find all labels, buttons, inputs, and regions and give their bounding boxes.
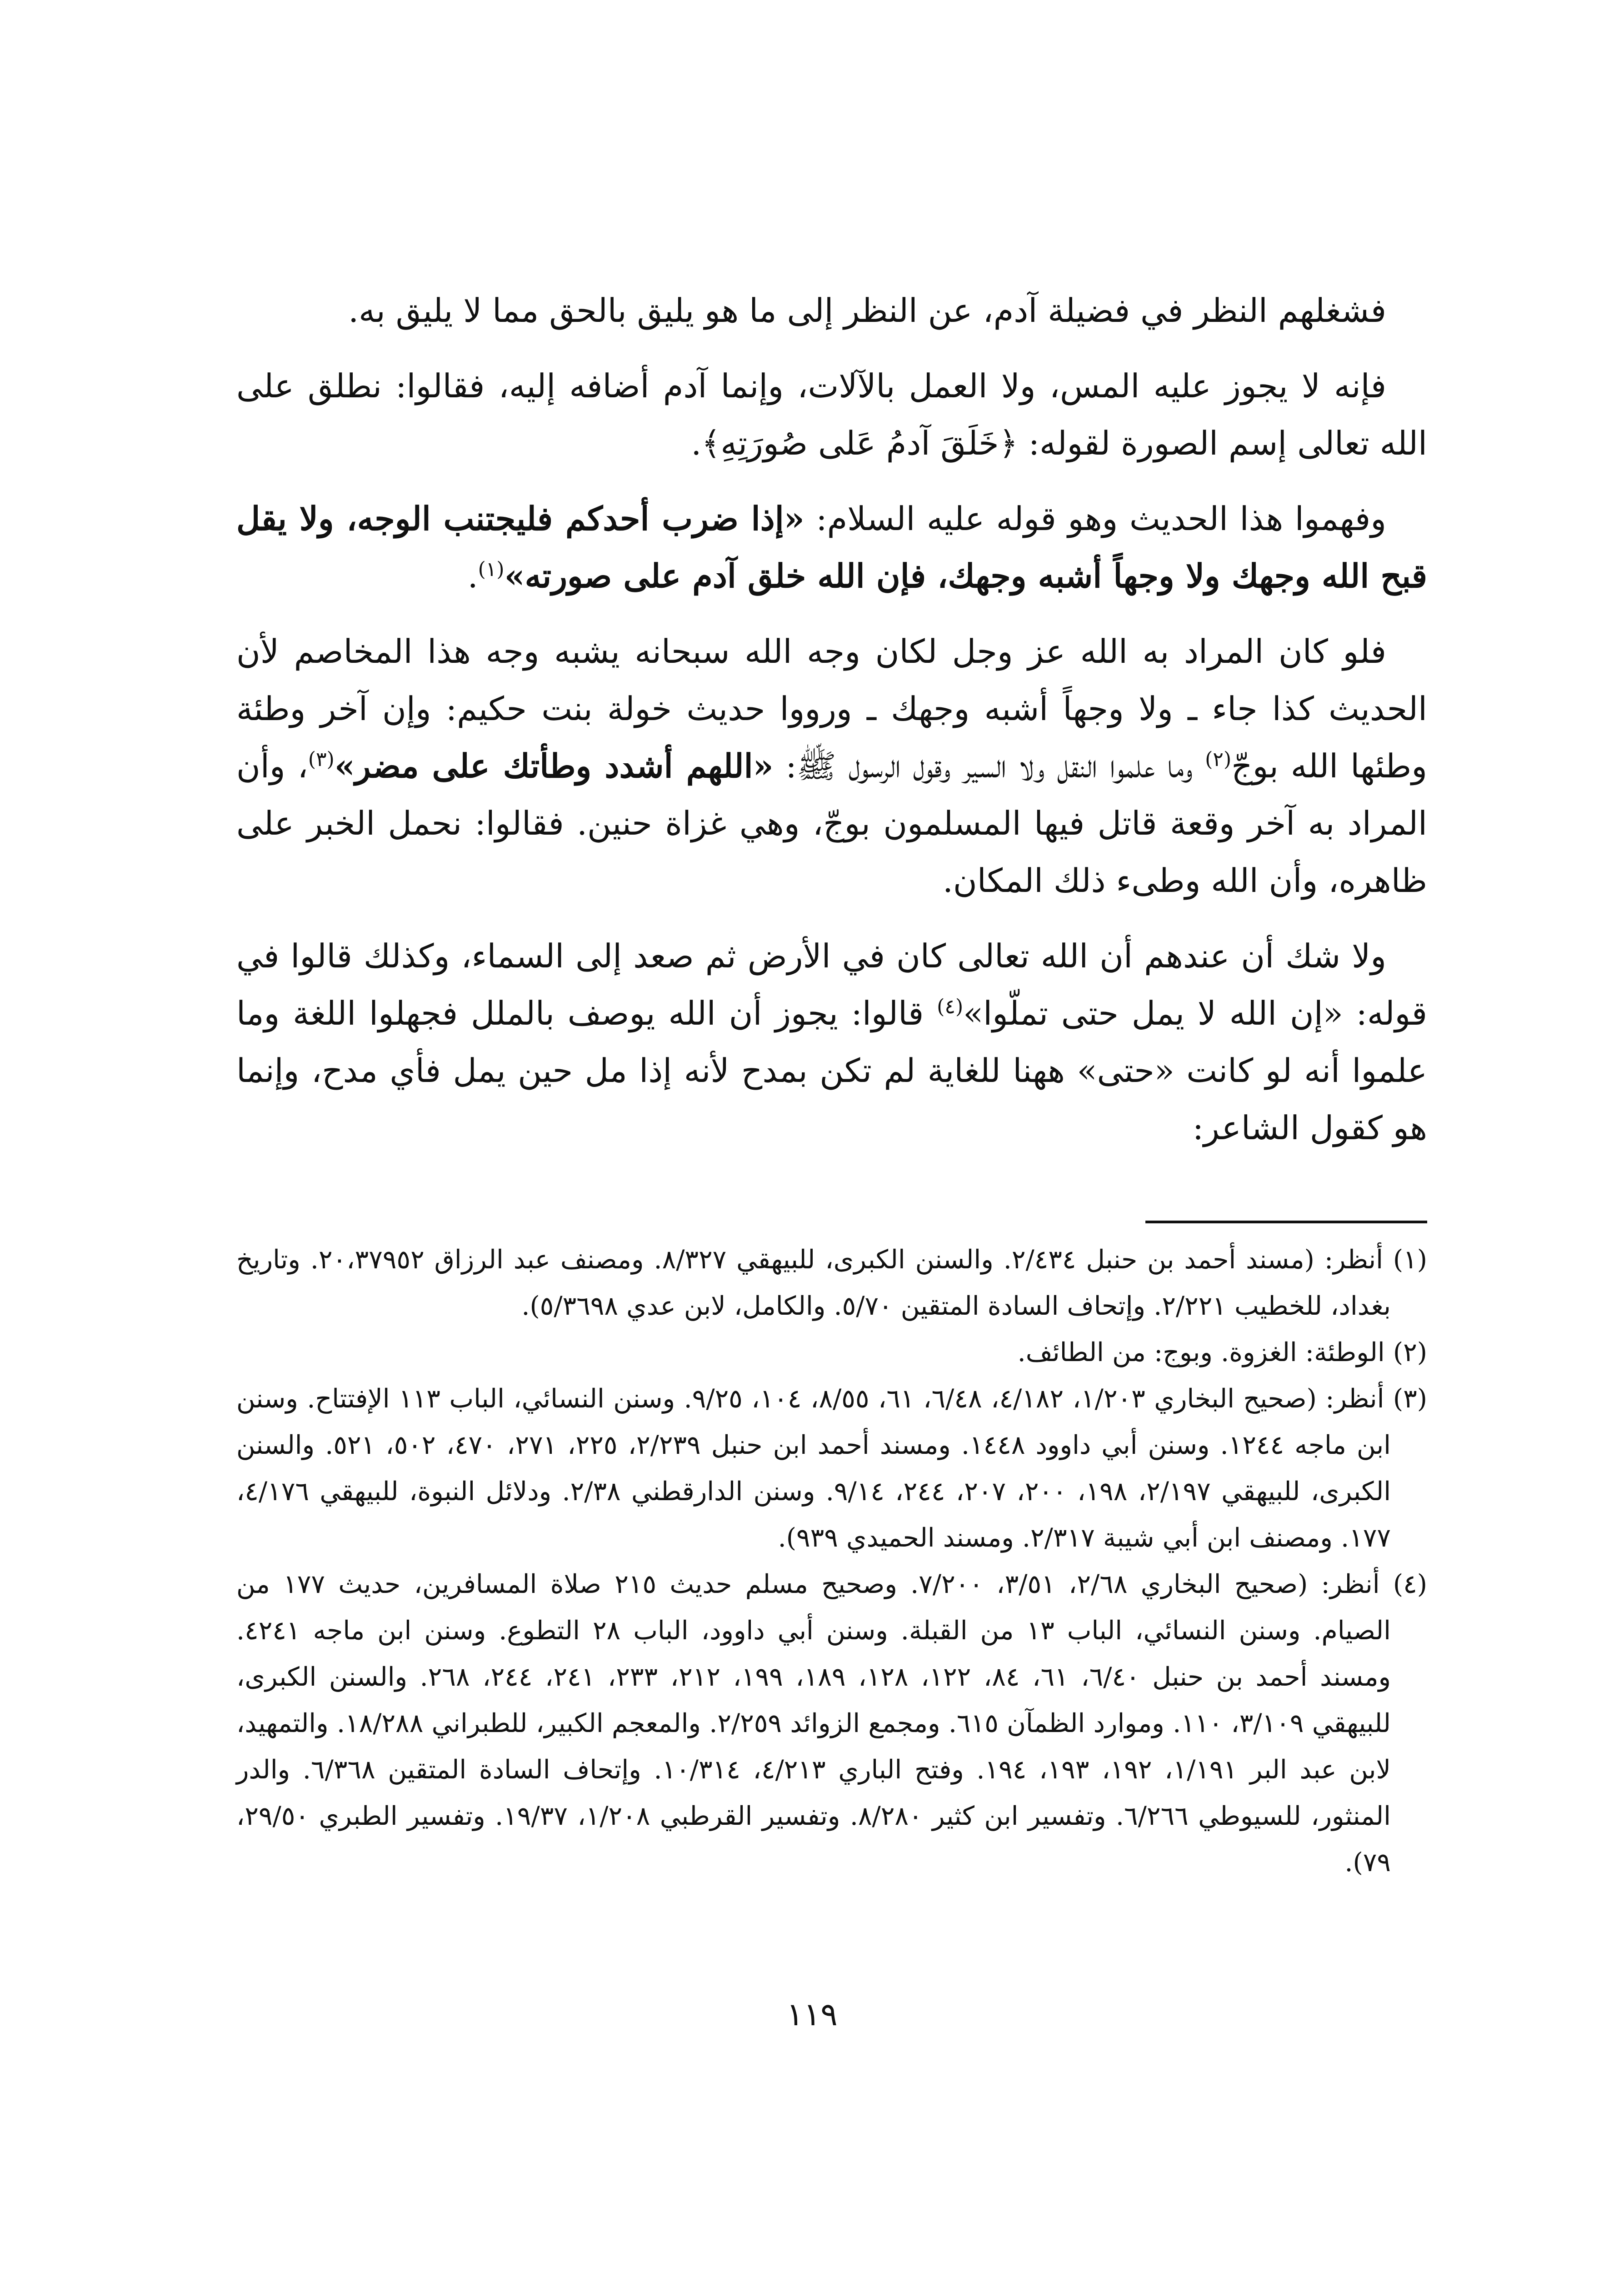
page-number: ١١٩ <box>786 1996 838 2033</box>
footnote-3: (٣) أنظر: (صحيح البخاري ١/٢٠٣، ٤/١٨٢، ٦/٤٨، ٦١، ٨/٥٥، ١٠٤، ٩/٢٥. وسنن النسائي، الباب ١١٣ الإفتتاح. وسنن ابن ماجه ١٢٤٤. وسنن أبي داوود ١٤٤٨. ومسند أحمد ابن حنبل ٢/٢٣٩، ٢٢٥، ٢٧١، ٤٧٠، ٥٠٢، ٥٢١. والسنن الكبرى، للبيهقي ٢/١٩٧، ١٩٨، ٢٠٠، ٢٠٧، ٢٤٤، ٩/١٤. وسنن الدارقطني ٢/٣٨. ودلائل النبوة، للبيهقي ٤/١٧٦، ١٧٧. ومصنف ابن أبي شيبة ٢/٣١٧. ومسند الحميدي ٩٣٩). <box>236 1384 1428 1553</box>
paragraph-1 <box>236 282 1427 339</box>
footnote-ref: (٣) <box>308 748 335 771</box>
paragraph-2 <box>236 357 1427 472</box>
footnote-ref: (١) <box>478 558 505 581</box>
hadith-quote: «إذا ضرب أحدكم فليجتنب الوجه، ولا يقل قبح الله وجهك ولا وجهاً أشبه وجهك، فإن الله خلق آدم على صورته» <box>236 499 1427 595</box>
paragraph-text: قالوا: يجوز أن الله يوصف بالملل فجهلوا اللغة وما علموا أنه لو كانت «حتى» ههنا للغاية لم تكن بمدح لأنه إذا مل حين يمل فأي مدح، وإنما هو كقول الشاعر: <box>236 994 1427 1147</box>
paragraph-text: فلو كان المراد به الله عز وجل لكان وجه الله سبحانه يشبه وجه هذا المخاصم لأن الحديث كذا جاء ـ ولا وجهاً أشبه وجهك ـ ورووا حديث خولة بنت حكيم: وإن آخر وطئة وطئها الله بوجّ <box>236 632 1427 785</box>
paragraph-5 <box>236 927 1427 1157</box>
paragraph-text: فشغلهم النظر في فضيلة آدم، عن النظر إلى ما هو يليق بالحق مما لا يليق به. <box>348 291 1386 330</box>
paragraph-3 <box>236 490 1427 605</box>
footnote-ref: (٢) <box>1205 748 1232 771</box>
paragraph-text: وما علموا النقل ولا السير وقول الرسول ﷺ: <box>773 747 1205 785</box>
paragraph-text: . <box>467 557 478 595</box>
paragraph-text: ، وأن المراد به آخر وقعة قاتل فيها المسلمون بوجّ، وهي غزاة حنين. فقالوا: نحمل الخبر على ظاهره، وأن الله وطىء ذلك المكان. <box>236 747 1427 900</box>
footnote-divider <box>1145 1221 1427 1223</box>
paragraph-text: فإنه لا يجوز عليه المس، ولا العمل بالآلات، وإنما آدم أضافه إليه، فقالوا: نطلق على الله تعالى إسم الصورة لقوله: ﴿خَلَقَ آدمُ عَلى صُورَتِهِ﴾. <box>236 367 1427 462</box>
paragraph-text: ولا شك أن عندهم أن الله تعالى كان في الأرض ثم صعد إلى السماء، وكذلك قالوا في قوله: «إن الله لا يمل حتى تملّوا» <box>236 937 1427 1032</box>
footnote-4: (٤) أنظر: (صحيح البخاري ٢/٦٨، ٣/٥١، ٧/٢٠٠. وصحيح مسلم حديث ٢١٥ صلاة المسافرين، حديث ١٧٧ من الصيام. وسنن النسائي، الباب ١٣ من القبلة. وسنن أبي داوود، الباب ٢٨ التطوع. وسنن ابن ماجه ٤٢٤١. ومسند أحمد بن حنبل ٦/٤٠، ٦١، ٨٤، ١٢٢، ١٢٨، ١٨٩، ١٩٩، ٢١٢، ٢٣٣، ٢٤١، ٢٤٤، ٢٦٨. والسنن الكبرى، للبيهقي ٣/١٠٩، ١١٠. وموارد الظمآن ٦١٥. ومجمع الزوائد ٢/٢٥٩. والمعجم الكبير، للطبراني ١٨/٢٨٨. والتمهيد، لابن عبد البر ١/١٩١، ١٩٢، ١٩٣، ١٩٤. وفتح الباري ٤/٢١٣، ١٠/٣١٤. وإتحاف السادة المتقين ٦/٣٦٨. والدر المنثور، للسيوطي ٦/٢٦٦. وتفسير ابن كثير ٨/٢٨٠. وتفسير القرطبي ١/٢٠٨، ١٩/٣٧. وتفسير الطبري ٢٩/٥٠، ٧٩). <box>236 1569 1428 1877</box>
paragraph-text: وفهموا هذا الحديث وهو قوله عليه السلام: <box>804 500 1386 538</box>
footnote-ref: (٤) <box>937 995 964 1018</box>
footnote-2: (٢) الوطئة: الغزوة. وبوج: من الطائف. <box>1017 1337 1427 1367</box>
main-text <box>236 282 1427 1175</box>
footnote-1: (١) أنظر: (مسند أحمد بن حنبل ٢/٤٣٤. والسنن الكبرى، للبيهقي ٨/٣٢٧. ومصنف عبد الرزاق ٢٠،٣٧٩٥٢. وتاريخ بغداد، للخطيب ٢/٢٢١. وإتحاف السادة المتقين ٥/٧٠. والكامل، لابن عدي ٥/٣٦٩٨). <box>236 1245 1427 1321</box>
hadith-quote: «اللهم أشدد وطأتك على مضر» <box>334 746 774 785</box>
paragraph-4 <box>236 623 1427 909</box>
footnotes <box>236 1237 1427 1886</box>
